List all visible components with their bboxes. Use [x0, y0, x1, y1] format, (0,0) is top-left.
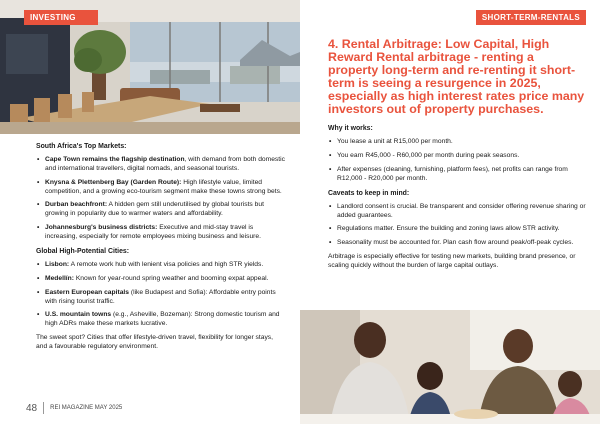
- left-closing-paragraph: The sweet spot? Cities that offer lifestyle-driven travel, flexibility for longer stays, and a favourable regulatory environment.: [36, 334, 274, 350]
- page-number: 48: [26, 402, 38, 414]
- list-item: • Durban beachfront: A hidden gem still underutilised by global tourists but growing in popularity due to warmer waters and affordability.: [36, 201, 286, 219]
- family-kitchen-photo: [300, 310, 600, 424]
- left-article-body: [36, 142, 286, 352]
- article-headline: 4. Rental Arbitrage: Low Capital, High Reward Rental arbitrage - renting a property long-term and re-renting it short-term is seeing a resurgence in 2025, especially as high interest rates price many investors out of property purchases.: [328, 37, 585, 117]
- list-item: • You earn R45,000 - R60,000 per month during peak seasons.: [328, 152, 586, 161]
- footer-divider: [43, 402, 44, 414]
- list-item: • After expenses (cleaning, furnishing, platform fees), net profits can range from R12,000 - R20,000 per month.: [328, 166, 586, 184]
- caveats-list: [328, 203, 586, 248]
- list-item: • You lease a unit at R15,000 per month.: [328, 138, 586, 147]
- right-closing-paragraph: Arbitrage is especially effective for testing new markets, building brand presence, or scaling quickly without the burden of large capital outlays.: [328, 253, 576, 269]
- section-tag: INVESTING: [24, 10, 98, 25]
- sa-markets-heading: South Africa's Top Markets:: [36, 143, 127, 150]
- caveats-heading: Caveats to keep in mind:: [328, 189, 410, 197]
- list-item: • Knysna & Plettenberg Bay (Garden Route): High lifestyle value, limited competition, and a growing eco-tourism segment make these towns strong bets.: [36, 179, 286, 197]
- list-item: • Cape Town remains the flagship destination, with demand from both domestic and international travellers, digital nomads, and seasonal tourists.: [36, 156, 286, 174]
- why-it-works-heading: Why it works:: [328, 125, 373, 133]
- list-item: • Lisbon: A remote work hub with lenient visa policies and high STR yields.: [36, 261, 286, 270]
- page-footer: [26, 402, 122, 414]
- list-item: • Eastern European capitals (like Budapest and Sofia): Affordable entry points with rising tourist traffic.: [36, 289, 286, 307]
- global-cities-heading: Global High-Potential Cities:: [36, 247, 130, 255]
- list-item: • U.S. mountain towns (e.g., Asheville, Bozeman): Strong domestic tourism and high ADRs make these markets lucrative.: [36, 311, 286, 329]
- list-item: • Landlord consent is crucial. Be transparent and consider offering revenue sharing or added guarantees.: [328, 203, 586, 221]
- list-item: • Seasonality must be accounted for. Plan cash flow around peak/off-peak cycles.: [328, 239, 586, 248]
- why-it-works-list: [328, 138, 586, 183]
- global-cities-list: [36, 261, 286, 329]
- list-item: • Medellín: Known for year-round spring weather and booming expat appeal.: [36, 275, 286, 284]
- section-tag: SHORT-TERM-RENTALS: [476, 10, 586, 25]
- right-article-body: [328, 38, 586, 271]
- list-item: • Johannesburg's business districts: Executive and mid-stay travel is increasing, especially for remote employees mixing business and leisure.: [36, 224, 286, 242]
- footer-publication: REI MAGAZINE MAY 2025: [50, 405, 123, 411]
- list-item: • Regulations matter. Ensure the building and zoning laws allow STR activity.: [328, 225, 586, 234]
- sa-markets-list: [36, 156, 286, 242]
